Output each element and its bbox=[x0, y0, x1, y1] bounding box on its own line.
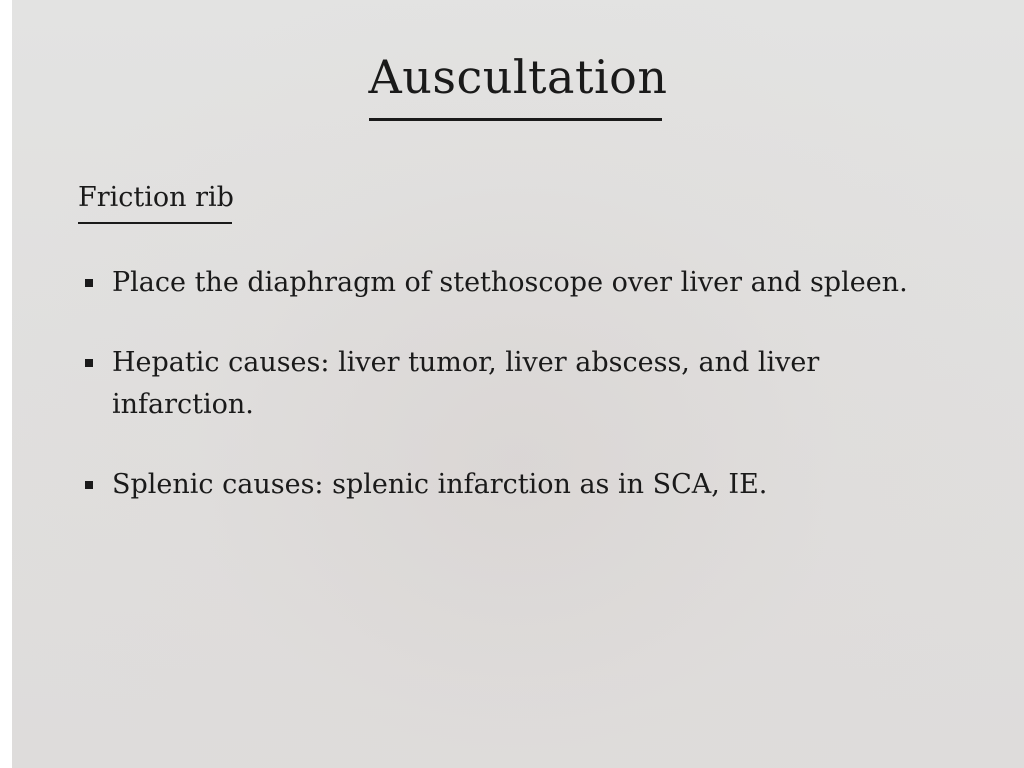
bullet-text: Place the diaphragm of stethoscope over liver and spleen. bbox=[112, 267, 908, 298]
list-item bbox=[78, 262, 968, 304]
bullet-text: Hepatic causes: liver tumor, liver abscess, and liver infarction. bbox=[112, 347, 820, 420]
section-heading-underline bbox=[78, 222, 232, 224]
section-heading: Friction rib bbox=[78, 182, 234, 213]
square-bullet-icon bbox=[85, 279, 93, 287]
bullet-text: Splenic causes: splenic infarction as in SCA, IE. bbox=[112, 469, 768, 500]
bullet-list bbox=[78, 262, 968, 544]
slide-title: Auscultation bbox=[368, 50, 668, 104]
square-bullet-icon bbox=[85, 481, 93, 489]
slide bbox=[12, 0, 1024, 768]
list-item bbox=[78, 342, 968, 426]
square-bullet-icon bbox=[85, 359, 93, 367]
title-underline bbox=[369, 118, 662, 121]
list-item bbox=[78, 464, 968, 506]
